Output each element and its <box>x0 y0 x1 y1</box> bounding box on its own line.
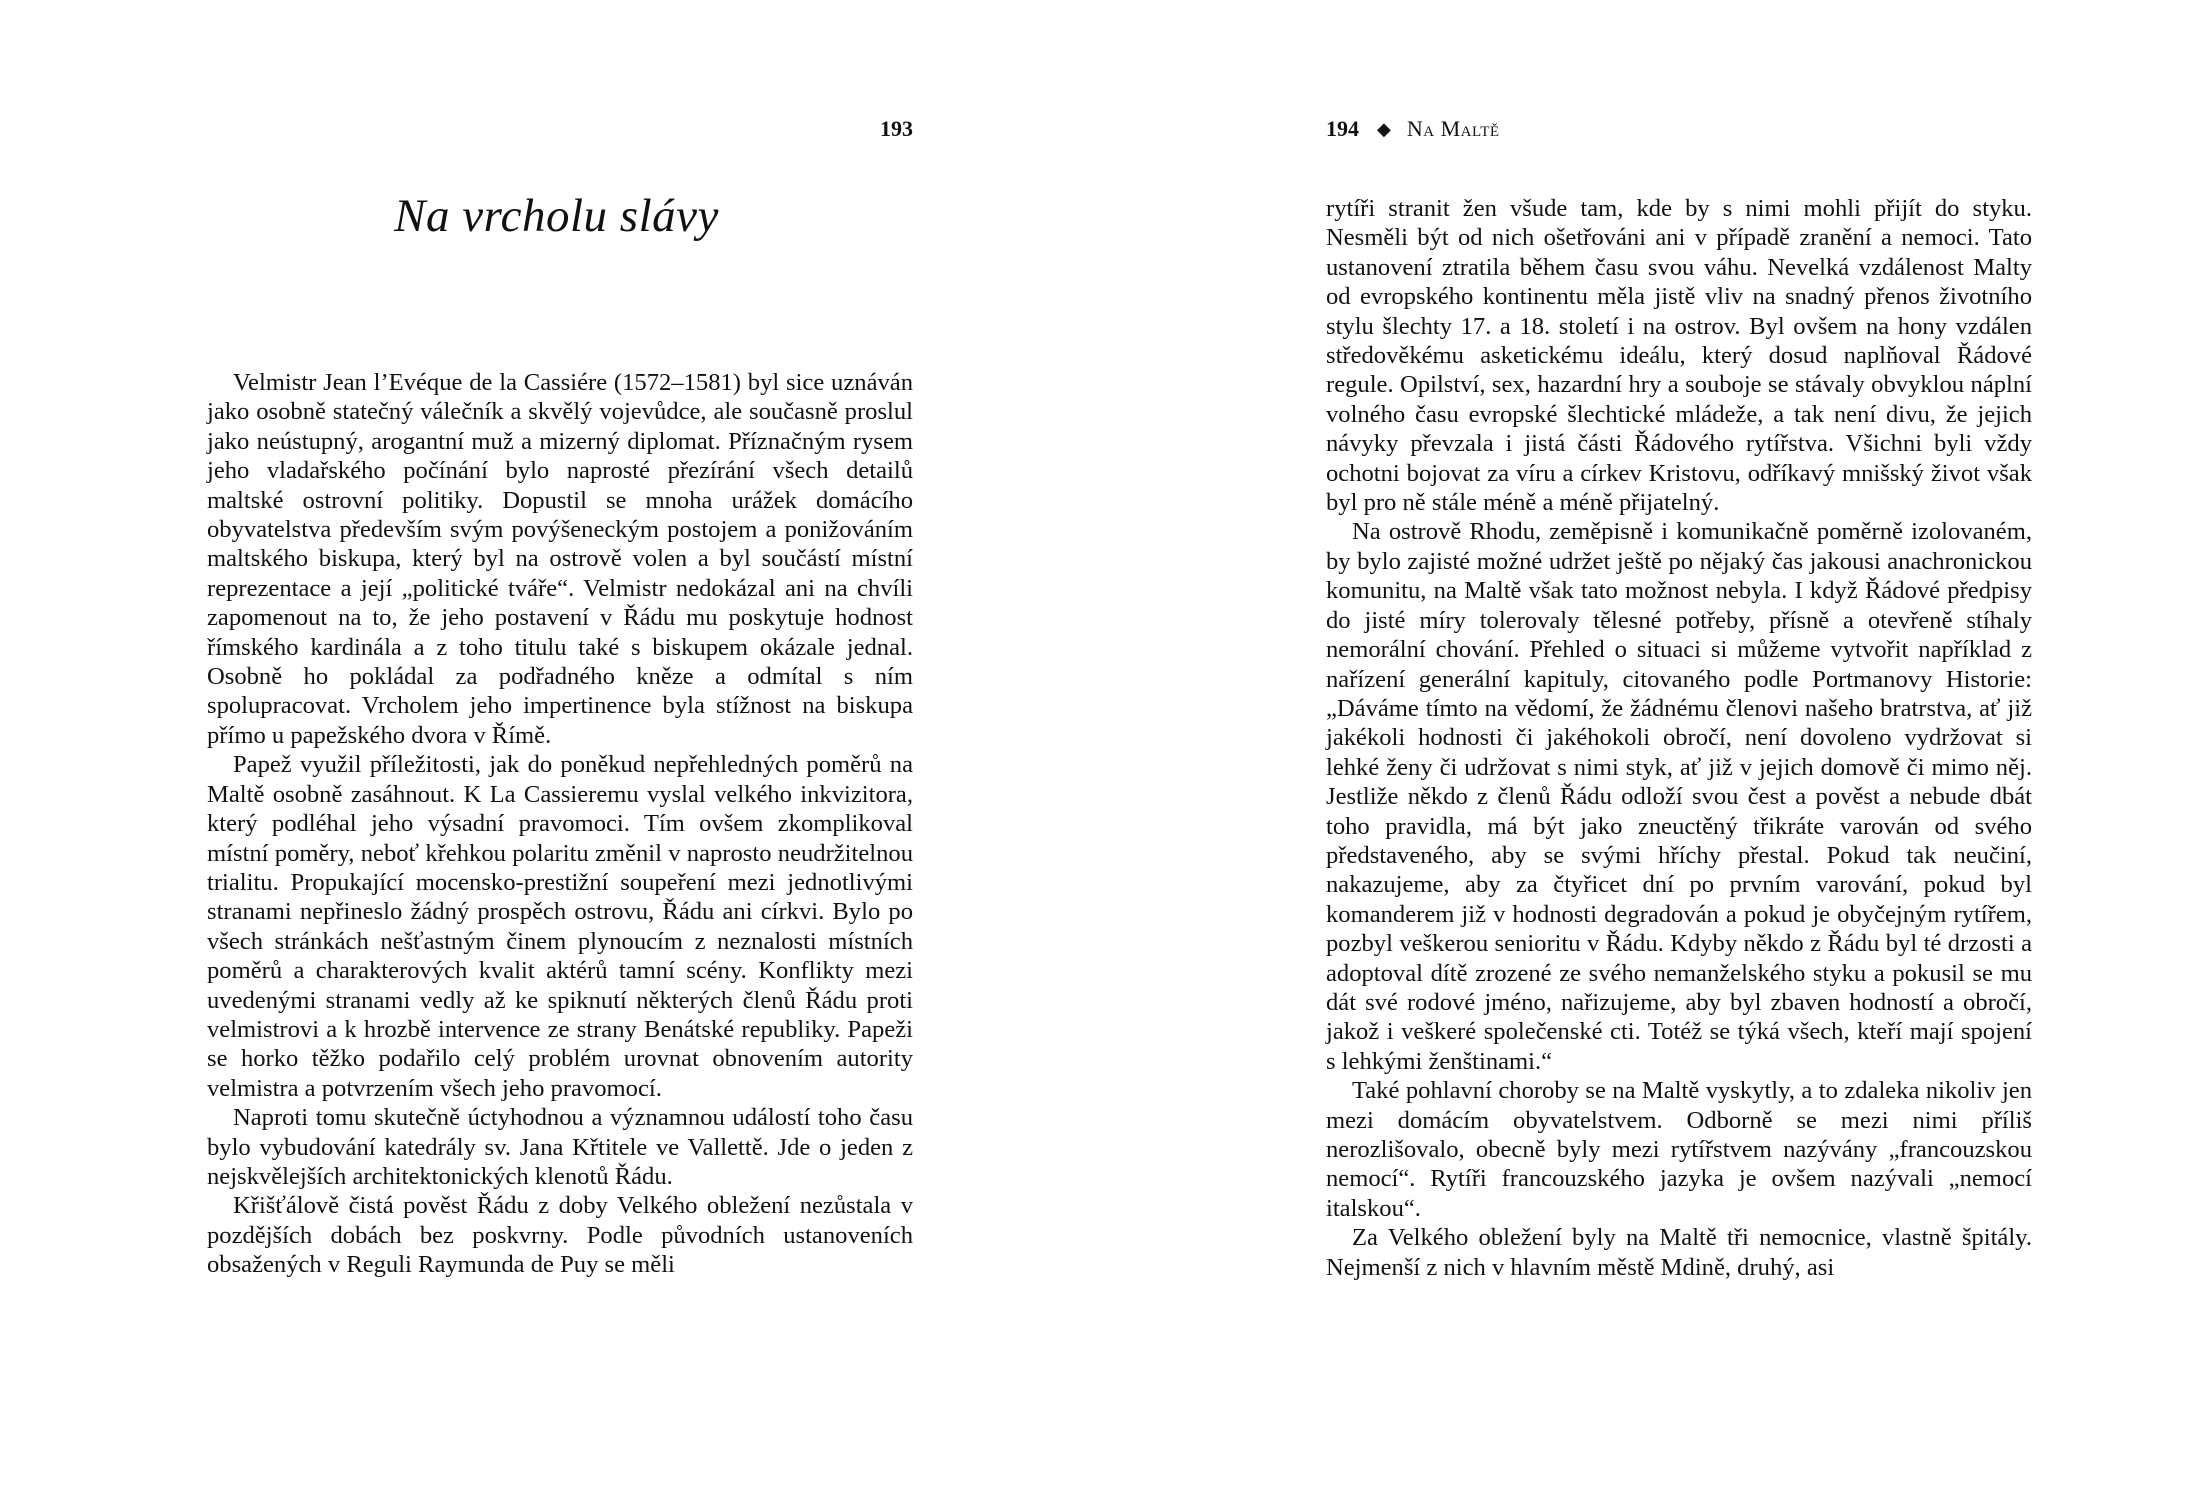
body-text <box>1326 194 2032 1282</box>
paragraph: Křišťálově čistá pověst Řádu z doby Velkého obležení nezůstala v pozdějších dobách bez poskvrny. Podle původních ustanoveních obsažených v Reguli Raymunda de Puy se měli <box>207 1192 913 1279</box>
page-number: 193 <box>880 116 913 141</box>
section-title: Na Maltě <box>1406 116 1500 141</box>
paragraph: Také pohlavní choroby se na Maltě vyskytly, a to zdaleka nikoliv jen mezi domácím obyvatelstvem. Odborně se mezi nimi příliš nerozlišovalo, obecně byly mezi rytířstvem nazývány „francouzskou nemocí“. Rytíři francouzského jazyka je ovšem nazývali „nemocí italskou“. <box>1326 1077 2032 1222</box>
right-page <box>1105 0 2210 1500</box>
paragraph: Velmistr Jean l’Evéque de la Cassiére (1572–1581) byl sice uznáván jako osobně statečný válečník a skvělý vojevůdce, ale současně proslul jako neústupný, arogantní muž a mizerný diplomat. Příznačným rysem jeho vladařského počínání bylo naprosté přezírání všech detailů maltské ostrovní politiky. Dopustil se mnoha urážek domácího obyvatelstva především svým povýšeneckým postojem a ponižováním maltského biskupa, který byl na ostrově volen a byl součástí místní reprezentace a její „politické tváře“. Velmistr nedokázal ani na chvíli zapomenout na to, že jeho postavení v Řádu mu poskytuje hodnost římského kardinála a z toho titulu také s biskupem okázale jednal. Osobně ho pokládal za podřadného kněze a odmítal s ním spolupracovat. Vrcholem jeho impertinence byla stížnost na biskupa přímo u papežského dvora v Římě. <box>207 369 913 749</box>
paragraph: rytíři stranit žen všude tam, kde by s nimi mohli přijít do styku. Nesměli být od nich ošetřováni ani v případě zranění a nemoci. Tato ustanovení ztratila během času svou váhu. Nevelká vzdálenost Malty od evropského kontinentu měla jistě vliv na snadný přenos životního stylu šlechty 17. a 18. století i na ostrov. Byl ovšem na hony vzdálen středověkému asketickému ideálu, který dosud naplňoval Řádové regule. Opilství, sex, hazardní hry a souboje se stávaly obvyklou náplní volného času evropské šlechtické mládeže, a tak není divu, že jejich návyky převzala i jistá části Řádového rytířstva. Všichni byli vždy ochotni bojovat za víru a církev Kristovu, odříkavý mnišský život však byl pro ně stále méně a méně přijatelný. <box>1326 195 2032 517</box>
paragraph: Za Velkého obležení byly na Maltě tři nemocnice, vlastně špitály. Nejmenší z nich v hlavním městě Mdině, druhý, asi <box>1326 1224 2032 1281</box>
chapter-title: Na vrcholu slávy <box>394 190 719 242</box>
page-number: 194 <box>1326 116 1359 141</box>
diamond-icon: ◆ <box>1377 119 1391 139</box>
running-head <box>1326 114 1500 144</box>
paragraph: Papež využil příležitosti, jak do poněkud nepřehledných poměrů na Maltě osobně zasáhnout. K La Cassieremu vyslal velkého inkvizitora, který podléhal jeho výsadní pravomoci. Tím ovšem zkomplikoval místní poměry, neboť křehkou polaritu změnil v naprosto neudržitelnou trialitu. Propukající mocensko-prestižní soupeření mezi jednotlivými stranami nepřineslo žádný prospěch ostrovu, Řádu ani církvi. Bylo po všech stránkách nešťastným činem plynoucím z neznalosti místních poměrů a charakterových kvalit aktérů tamní scény. Konflikty mezi uvedenými stranami vedly až ke spiknutí některých členů Řádu proti velmistrovi a k hrozbě intervence ze strany Benátské republiky. Papeži se horko těžko podařilo celý problém urovnat obnovením autority velmistra a potvrzením všech jeho pravomocí. <box>207 751 913 1102</box>
paragraph: Naproti tomu skutečně úctyhodnou a významnou událostí toho času bylo vybudování katedrály sv. Jana Křtitele ve Vallettě. Jde o jeden z nejskvělejších architektonických klenotů Řádu. <box>207 1104 913 1190</box>
body-text <box>207 368 913 1280</box>
paragraph: Na ostrově Rhodu, zeměpisně i komunikačně poměrně izolovaném, by bylo zajisté možné udržet ještě po nějaký čas jakousi anachronickou komunitu, na Maltě však tato možnost nebyla. I když Řádové předpisy do jisté míry tolerovaly tělesné potřeby, přísně a otevřeně stíhaly nemorální chování. Přehled o situaci si můžeme vytvořit například z nařízení generální kapituly, citovaného podle Portmanovy Historie: „Dáváme tímto na vědomí, že žádnému členovi našeho bratrstva, ať již jakékoli hodnosti či jakéhokoli obročí, není dovoleno vydržovat si lehké ženy či udržovat s nimi styk, ať již v jejich domově či mimo něj. Jestliže někdo z členů Řádu odloží svou čest a pověst a nebude dbát toho pravidla, má být jako zneuctěný třikráte varován od svého představeného, aby se svými hříchy přestal. Pokud tak neučiní, nakazujeme, aby za čtyřicet dní po prvním varování, pokud byl komanderem již v hodnosti degradován a pokud je obyčejným rytířem, pozbyl veškerou senioritu v Řádu. Kdyby někdo z Řádu byl té drzosti a adoptoval dítě zrozené ze svého nemanželského styku a pokusil se mu dát své rodové jméno, nařizujeme, aby byl zbaven hodností a obročí, jakož i veškeré společenské cti. Totéž se týká všech, kteří mají spojení s lehkými ženštinami.“ <box>1326 518 2032 1075</box>
